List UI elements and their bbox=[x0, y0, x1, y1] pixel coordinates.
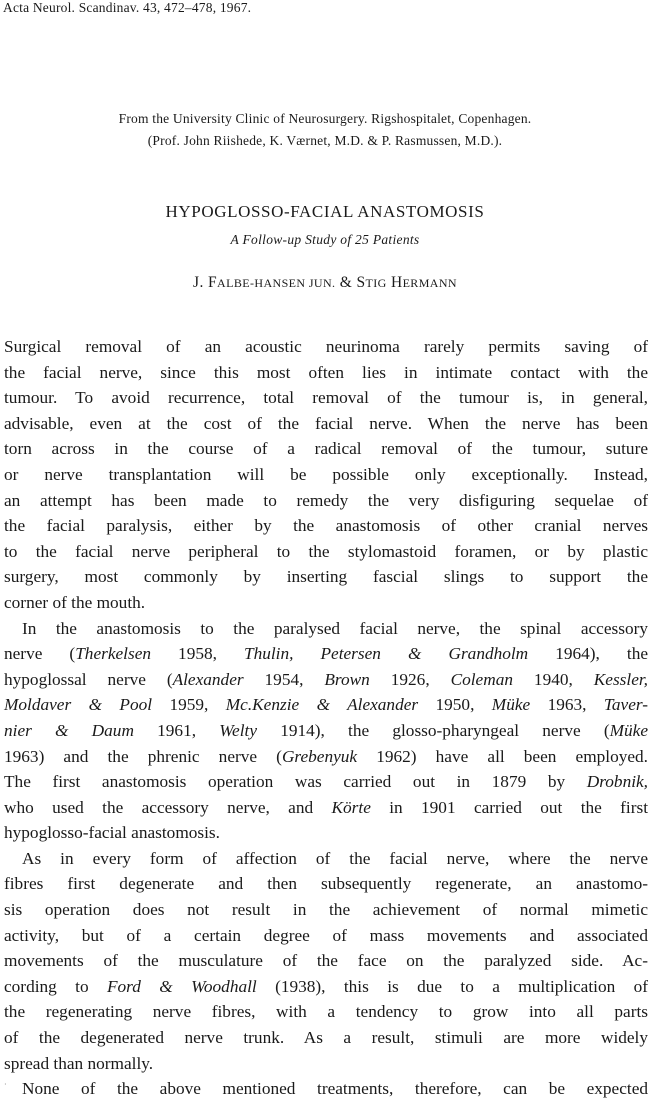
journal-reference: Acta Neurol. Scandinav. 43, 472–478, 1967. bbox=[3, 0, 252, 15]
citation-author: Brown bbox=[324, 669, 370, 689]
article-title: HYPOGLOSSO-FACIAL ANASTOMOSIS bbox=[165, 202, 485, 221]
citation-author: Ford & Woodhall bbox=[106, 976, 257, 996]
text-line: In the anastomosis to the paralysed facial nerve, the spinal accessory bbox=[22, 618, 648, 638]
citation-author: Alexander bbox=[172, 669, 244, 689]
text-line: movements of the musculature of the face on the paralyzed side. Ac- bbox=[4, 951, 648, 971]
text-line: torn across in the course of a radical removal of the tumour, suture bbox=[4, 439, 648, 459]
text-span: The first anastomosis operation was carried out in 1879 by bbox=[4, 772, 587, 792]
text-span: 1964), the bbox=[528, 644, 649, 664]
author-2-firstname: TIG bbox=[365, 276, 387, 290]
citation-author: Müke bbox=[491, 695, 531, 715]
text-span: 1954, bbox=[243, 669, 325, 689]
text-line: the facial paralysis, either by the anastomosis of other cranial nerves bbox=[4, 516, 648, 536]
citation-author: Körte bbox=[331, 797, 371, 817]
article-subtitle: A Follow-up Study of 25 Patients bbox=[230, 232, 420, 247]
text-span: 1963, bbox=[530, 695, 604, 715]
text-line: None of the above mentioned treatments, therefore, can be expected bbox=[22, 1079, 648, 1099]
text-span: 1950, bbox=[418, 695, 492, 715]
text-line: hypoglosso-facial anastomosis. bbox=[4, 823, 220, 843]
citation-author: Taver- bbox=[603, 695, 649, 715]
text-span: cording to bbox=[4, 976, 107, 996]
text-span: (1938), this is due to a multiplication of bbox=[256, 976, 648, 996]
text-line: Surgical removal of an acoustic neurinoma rarely permits saving of bbox=[4, 337, 648, 356]
text-line: corner of the mouth. bbox=[4, 592, 146, 612]
text-span: in 1901 carried out the first bbox=[370, 797, 648, 817]
article-body bbox=[4, 334, 648, 1102]
text-line: the regenerating nerve fibres, with a tendency to grow into all parts bbox=[4, 1002, 648, 1022]
author-2-surname: ERMANN bbox=[402, 276, 457, 290]
citation-author: Drobnik, bbox=[586, 772, 648, 792]
citation-author: Therkelsen bbox=[75, 644, 152, 664]
text-span: 1962) have all been employed. bbox=[357, 746, 649, 766]
citation-author: Müke bbox=[609, 720, 648, 740]
citation-author: nier & Daum bbox=[4, 720, 134, 740]
text-line: surgery, most commonly by inserting fascial slings to support the bbox=[4, 567, 648, 587]
author-1-surname: ALBE-HANSEN JUN. bbox=[217, 276, 336, 290]
scan-mark: · bbox=[4, 1080, 7, 1089]
text-line: the facial nerve, since this most often lies in intimate contact with the bbox=[4, 362, 648, 382]
citation-author: Welty bbox=[219, 720, 257, 740]
text-span: hypoglossal nerve ( bbox=[4, 669, 173, 689]
text-span: 1963) and the phrenic nerve ( bbox=[4, 746, 282, 766]
text-line bbox=[4, 795, 648, 821]
text-span: 1914), the glosso-pharyngeal nerve ( bbox=[257, 720, 610, 740]
citation-author: Mc.Kenzie & Alexander bbox=[225, 695, 419, 715]
text-line: of the degenerated nerve trunk. As a result, stimuli are more widely bbox=[4, 1028, 648, 1048]
citation-author: Moldaver & Pool bbox=[4, 695, 153, 715]
text-span: who used the accessory nerve, and bbox=[4, 797, 332, 817]
affiliation-line-1: From the University Clinic of Neurosurgery. Rigshospitalet, Copenhagen. bbox=[118, 111, 532, 126]
author-1-initial: J. F bbox=[193, 274, 218, 291]
text-line: fibres first degenerate and then subsequently regenerate, an anastomo- bbox=[4, 874, 648, 894]
text-span: 1940, bbox=[512, 669, 594, 689]
citation-author: Grebenyuk bbox=[281, 746, 358, 766]
text-span: 1958, bbox=[151, 644, 244, 664]
author-2-initial: H bbox=[386, 274, 403, 291]
citation-author: Thulin, Petersen & Grandholm bbox=[243, 644, 529, 664]
citation-author: Kessler, bbox=[593, 669, 648, 689]
text-line bbox=[4, 769, 648, 795]
text-line bbox=[4, 718, 648, 744]
text-span: nerve ( bbox=[4, 644, 76, 664]
text-span: 1959, bbox=[152, 695, 226, 715]
author-connector: & S bbox=[335, 274, 366, 291]
text-line bbox=[4, 974, 648, 1000]
text-line: As in every form of affection of the facial nerve, where the nerve bbox=[22, 848, 648, 868]
citation-author: Coleman bbox=[450, 669, 513, 689]
text-line bbox=[4, 744, 648, 770]
text-line: or nerve transplantation will be possible only exceptionally. Instead, bbox=[4, 464, 648, 484]
affiliation-line-2: (Prof. John Riishede, K. Værnet, M.D. & P. Rasmussen, M.D.). bbox=[147, 133, 503, 148]
text-line bbox=[4, 641, 648, 667]
text-line: spread than normally. bbox=[4, 1053, 154, 1073]
text-line: to the facial nerve peripheral to the stylomastoid foramen, or by plastic bbox=[4, 541, 648, 561]
author-list bbox=[0, 274, 650, 292]
text-line: advisable, even at the cost of the facial nerve. When the nerve has been bbox=[4, 413, 648, 433]
text-line: tumour. To avoid recurrence, total removal of the tumour is, in general, bbox=[4, 388, 648, 408]
text-line: activity, but of a certain degree of mass movements and associated bbox=[4, 925, 648, 945]
text-line: an attempt has been made to remedy the very disfiguring sequelae of bbox=[4, 490, 648, 510]
text-line bbox=[4, 692, 648, 718]
text-line bbox=[4, 667, 648, 693]
text-span: 1961, bbox=[133, 720, 220, 740]
text-span: 1926, bbox=[369, 669, 451, 689]
text-line: sis operation does not result in the achievement of normal mimetic bbox=[4, 900, 648, 920]
